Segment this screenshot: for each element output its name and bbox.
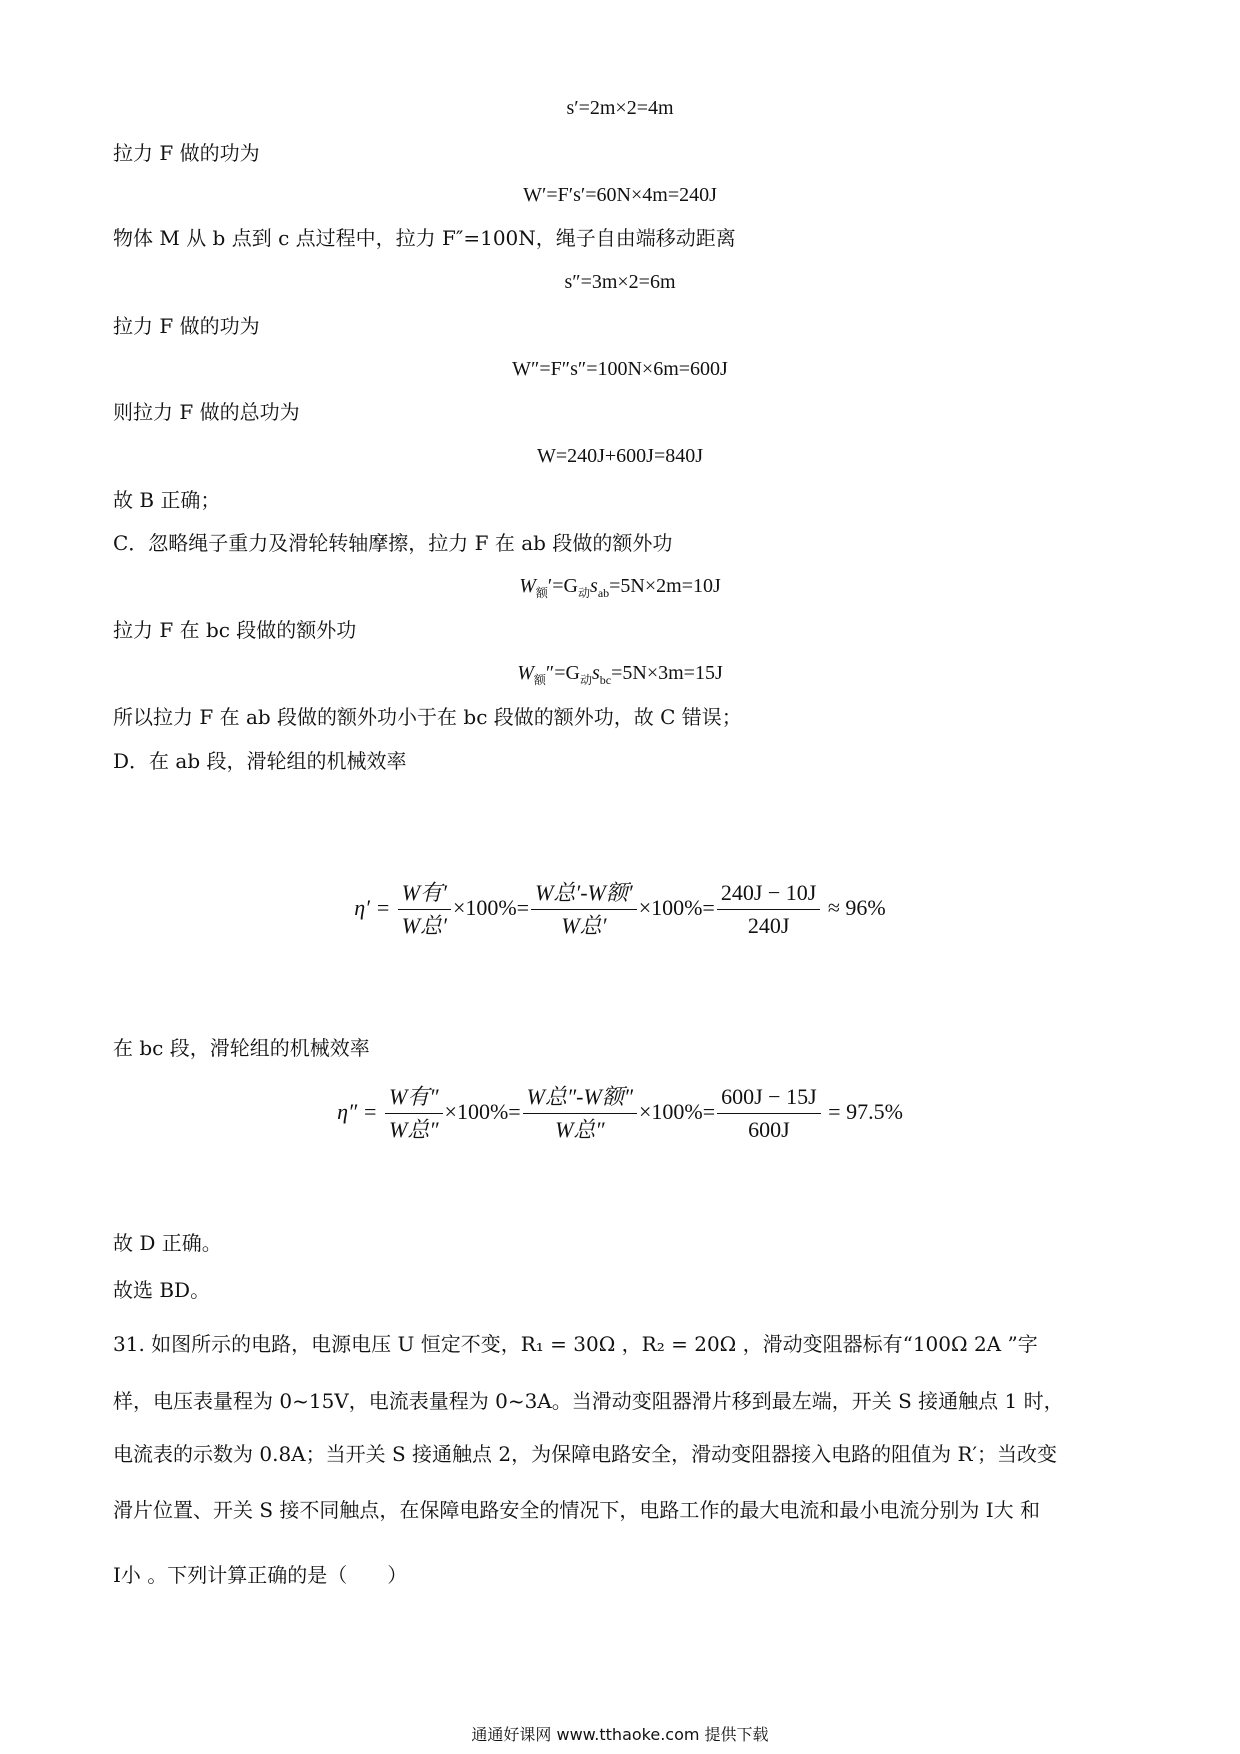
eq-text: ×100%= [638,894,715,920]
fraction [398,880,451,940]
question-31-line: 31. 如图所示的电路，电源电压 U 恒定不变，R₁ = 30Ω ，R₂ = 20Ω ，滑动变阻器标有“100Ω 2A ”字 [113,1332,1038,1356]
text-line: C．忽略绳子重力及滑轮转轴摩擦，拉力 F 在 ab 段做的额外功 [113,531,673,555]
text-line: 则拉力 F 做的总功为 [113,400,300,424]
fraction [717,880,821,940]
eq-part: s [592,662,600,684]
text-line: 故 D 正确。 [113,1231,222,1255]
question-31-line: I小 。下列计算正确的是（ ） [113,1563,408,1587]
fraction-denominator: W总′ [401,913,447,939]
fraction [523,1084,637,1144]
eq-sub: 额 [533,673,546,687]
eq-sub: bc [599,673,612,687]
fraction-denominator: 600J [748,1117,790,1143]
eq-result: ≈ 96% [827,894,886,920]
fraction-numerator: 240J − 10J [717,880,821,910]
equation-s-double-prime: s″=3m×2=6m [564,271,676,293]
eq-result: = 97.5% [828,1098,903,1124]
fraction-numerator: W总′-W额′ [531,880,637,910]
text-line: 拉力 F 在 bc 段做的额外功 [113,618,357,642]
text-line: D．在 ab 段，滑轮组的机械效率 [113,749,407,773]
eq-text: ×100%= [638,1098,716,1124]
eq-part: =5N×2m=10J [609,575,721,597]
text-line: 物体 M 从 b 点到 c 点过程中，拉力 F″=100N，绳子自由端移动距离 [113,226,736,250]
text-line: 拉力 F 做的功为 [113,314,260,338]
eq-text: ×100%= [444,1098,521,1124]
eq-sub: 动 [578,586,591,600]
eq-part: ′=G [547,575,579,597]
page-footer: 通通好课网 www.tthaoke.com 提供下载 [471,1725,769,1744]
text-line: 所以拉力 F 在 ab 段做的额外功小于在 bc 段做的额外功，故 C 错误； [113,705,742,729]
fraction [531,880,637,940]
fraction-numerator: W有″ [385,1084,443,1114]
text-line: 拉力 F 做的功为 [113,141,260,165]
equation-efficiency-bc [0,1084,1240,1144]
eq-lhs: η′ = [354,894,391,920]
fraction-denominator: W总′ [561,913,607,939]
eq-part: ″=G [545,662,580,684]
eq-part: W [519,575,536,597]
fraction [385,1084,443,1144]
fraction-numerator: W总″-W额″ [523,1084,637,1114]
equation-extra-work-bc [0,661,1240,687]
eq-text: ×100%= [452,894,530,920]
equation-efficiency-ab [0,880,1240,940]
eq-sub: ab [597,586,610,600]
eq-part: =5N×3m=15J [611,662,723,684]
eq-part: s [590,575,598,597]
equation-w-total: W=240J+600J=840J [536,445,704,467]
question-31-line: 滑片位置、开关 S 接不同触点，在保障电路安全的情况下，电路工作的最大电流和最小电流分别为 I大 和 [113,1498,1041,1522]
question-31-line: 电流表的示数为 0.8A；当开关 S 接通触点 2，为保障电路安全，滑动变阻器接入电路的阻值为 R′；当改变 [113,1442,1058,1466]
fraction-numerator: W有′ [398,880,451,910]
text-line: 故选 BD。 [113,1278,211,1302]
fraction-denominator: W总″ [389,1117,439,1143]
equation-extra-work-ab [0,574,1240,600]
text-line: 故 B 正确； [113,488,221,512]
eq-lhs: η″ = [337,1098,378,1124]
fraction-denominator: 240J [747,913,790,939]
eq-sub: 动 [579,673,592,687]
eq-sub: 额 [535,586,548,600]
fraction [717,1084,821,1144]
equation-s-prime: s′=2m×2=4m [566,97,674,119]
question-31-line: 样，电压表量程为 0~15V，电流表量程为 0~3A。当滑动变阻器滑片移到最左端，开关 S 接通触点 1 时， [113,1389,1064,1413]
fraction-denominator: W总″ [555,1117,605,1143]
equation-w-double-prime: W″=F″s″=100N×6m=600J [512,358,728,380]
eq-part: W [517,662,534,684]
equation-w-prime: W′=F′s′=60N×4m=240J [523,184,717,206]
text-line: 在 bc 段，滑轮组的机械效率 [113,1036,370,1060]
fraction-numerator: 600J − 15J [717,1084,821,1114]
